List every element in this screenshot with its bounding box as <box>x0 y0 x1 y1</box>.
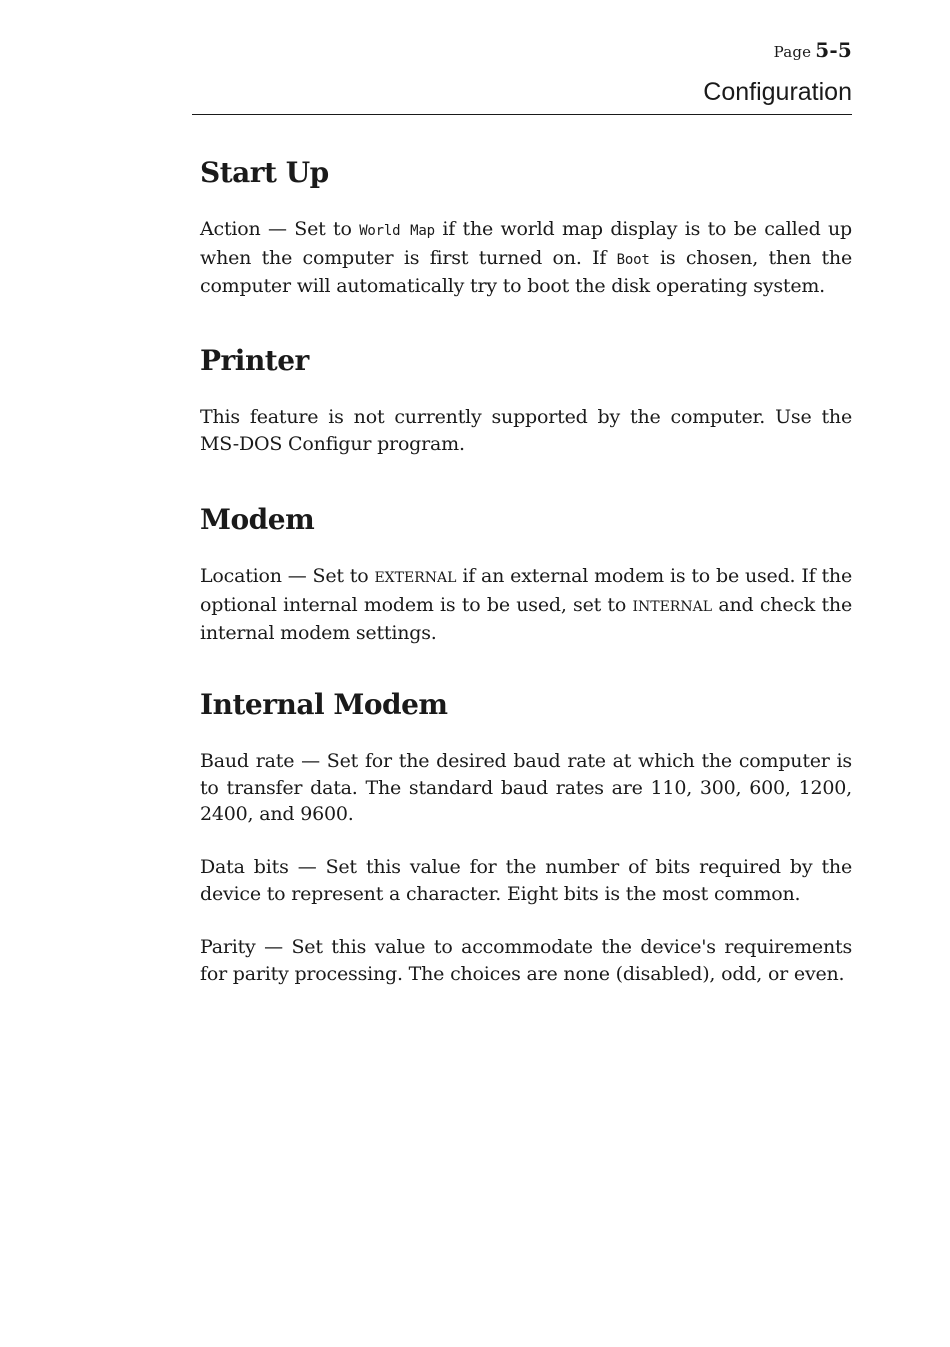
paragraph-parity: Parity — Set this value to accommodate the device's requirements for parity processing. The choices are none (disabled), odd, or even. <box>200 936 852 985</box>
code-boot: Boot <box>616 251 650 268</box>
header-rule <box>192 114 852 115</box>
paragraph-modem-location <box>200 563 852 647</box>
page-label: Page <box>773 43 812 61</box>
page-number: 5-5 <box>815 38 852 62</box>
section-heading-modem: Modem <box>200 503 315 536</box>
paragraph-data-bits: Data bits — Set this value for the number of bits required by the device to represent a character. Eight bits is the most common. <box>200 856 852 905</box>
running-title: Configuration <box>703 78 852 106</box>
section-heading-printer: Printer <box>200 344 309 377</box>
code-external: EXTERNAL <box>374 570 457 586</box>
text-run: if an external modem is to be used. If the optional internal modem is to be used, set to <box>200 565 852 616</box>
section-heading-internal-modem: Internal Modem <box>200 688 448 721</box>
code-internal: INTERNAL <box>632 598 712 615</box>
page-header <box>192 36 852 115</box>
paragraph-start-up-action <box>200 216 852 300</box>
paragraph-baud-rate: Baud rate — Set for the desired baud rate at which the computer is to transfer data. The standard baud rates are 110, 300, 600, 1200, 2400, and 9600. <box>200 750 852 825</box>
paragraph-printer: This feature is not currently supported by the computer. Use the MS-DOS Configur program. <box>200 406 852 455</box>
page-number-line <box>192 36 852 66</box>
code-world-map: World Map <box>359 223 435 239</box>
text-run: is chosen, then the computer will automatically try to boot the disk operating system. <box>200 246 852 297</box>
text-run: Action — Set to <box>200 218 360 240</box>
text-run: and check the internal modem settings. <box>200 593 852 644</box>
text-run: if the world map display is to be called up when the computer is first turned on. If <box>200 218 852 269</box>
section-heading-start-up: Start Up <box>200 156 329 189</box>
text-run: Location — Set to <box>200 565 375 587</box>
